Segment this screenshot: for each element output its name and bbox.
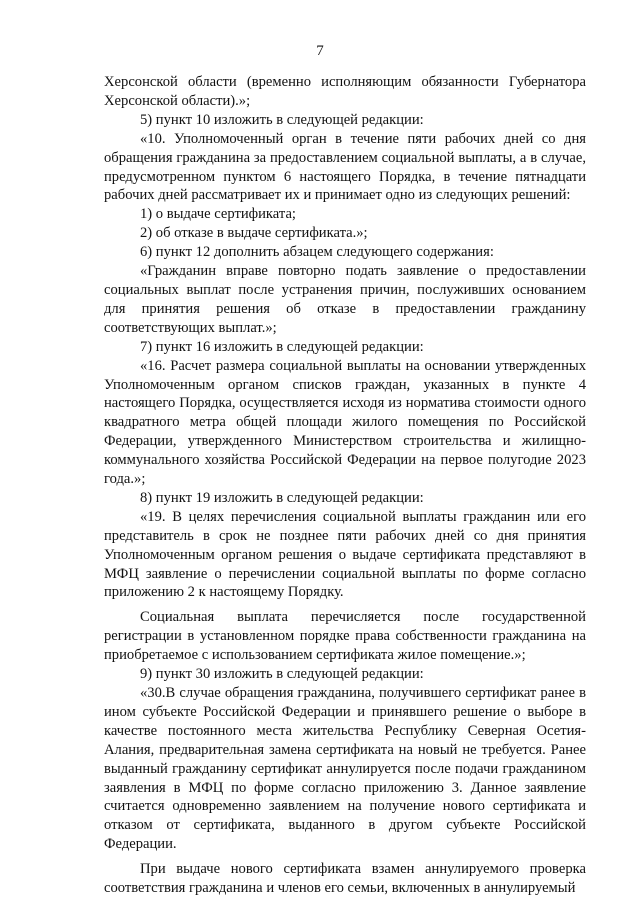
paragraph-clause-12-addition: «Гражданин вправе повторно подать заявление о предоставлении социальных выплат после устранения причин, послуживших основанием для принятия решения об отказе в предоставлении гражданину соответствующих выплат.»; [104,263,586,336]
paragraph-decision-1: 1) о выдаче сертификата; [140,206,296,223]
page-number: 7 [316,43,324,59]
paragraph-clause-19-part-2: Социальная выплата перечисляется после государственной регистрации в установленном порядке права собственности гражданина на приобретаемое с использованием сертификата жилое помещение.»; [104,609,586,664]
paragraph-item-5: 5) пункт 10 изложить в следующей редакции: [140,111,424,128]
paragraph-clause-16: «16. Расчет размера социальной выплаты на основании утвержденных Уполномоченным органом списков граждан, указанных в пункте 4 настоящего Порядка, осуществляется исходя из норматива стоимости одного квадратного метра общей площади жилого помещения по Российской Федерации, утвержденного Министерством строительства и жилищно-коммунального хозяйства Российской Федерации на первое полугодие 2023 года.»; [104,357,586,488]
paragraph-item-7: 7) пункт 16 изложить в следующей редакции: [140,338,424,355]
document-body [104,73,586,898]
paragraph-new-certificate: При выдаче нового сертификата взамен аннулируемого проверка соответствия гражданина и членов его семьи, включенных в аннулируемый [104,861,586,897]
paragraph-clause-10: «10. Уполномоченный орган в течение пяти рабочих дней со дня обращения гражданина за предоставлением социальной выплаты, а в случае, предусмотренном пунктом 6 настоящего Порядка, в течение пятнадцати рабочих дней рассматривает их и принимает одно из следующих решений: [104,130,586,204]
paragraph-item-6: 6) пункт 12 дополнить абзацем следующего содержания: [140,244,494,261]
paragraph-item-9: 9) пункт 30 изложить в следующей редакции: [140,666,424,683]
paragraph-continuation: Херсонской области (временно исполняющим обязанности Губернатора Херсонской области).»; [104,74,586,109]
paragraph-clause-30: «30.В случае обращения гражданина, получившего сертификат ранее в ином субъекте Российской Федерации и принявшего решение о выборе в качестве постоянного места жительства Республику Северная Осетия-Алания, предварительная замена сертификата на новый не требуется. Ранее выданный гражданину сертификат аннулируется после подачи гражданином заявления в МФЦ по форме согласно приложению 3. Данное заявление считается одновременно заявлением на получение нового сертификата и отказом от сертификата, выданного в другом субъекте Российской Федерации. [104,685,586,853]
paragraph-decision-2: 2) об отказе в выдаче сертификата.»; [140,225,368,242]
paragraph-item-8: 8) пункт 19 изложить в следующей редакции: [140,489,424,506]
paragraph-clause-19: «19. В целях перечисления социальной выплаты гражданин или его представитель в срок не позднее пяти рабочих дней со дня принятия Уполномоченным органом решения о выдаче сертификата представляют в МФЦ заявление о перечислении социальной выплаты по форме согласно приложению 2 к настоящему Порядку. [104,508,586,601]
